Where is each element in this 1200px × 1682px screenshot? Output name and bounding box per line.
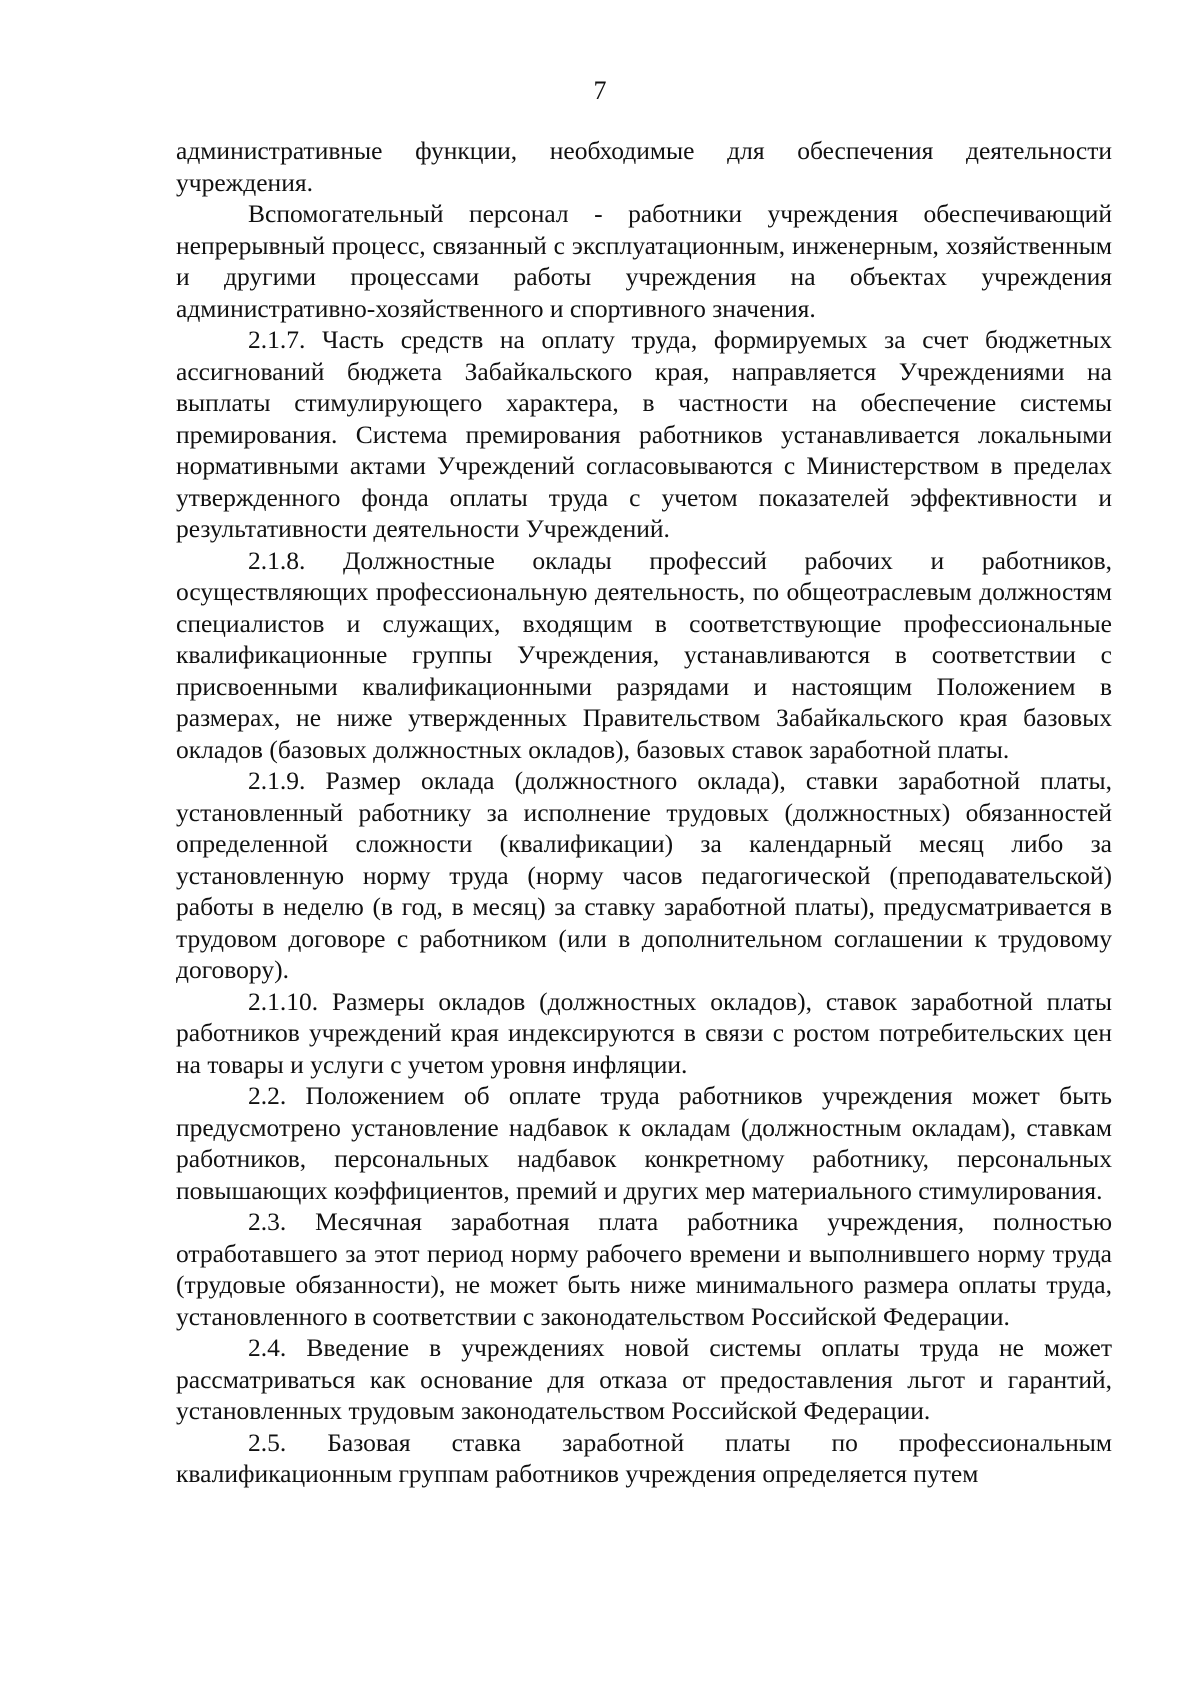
- paragraph-2-1-7: 2.1.7. Часть средств на оплату труда, формируемых за счет бюджетных ассигнований бюджета Забайкальского края, направляется Учреждениями на выплаты стимулирующего характера, в частности на обеспечение системы премирования. Система премирования работников устанавливается локальными нормативными актами Учреждений согласовываются с Министерством в пределах утвержденного фонда оплаты труда с учетом показателей эффективности и результативности деятельности Учреждений.: [176, 325, 1112, 543]
- paragraph-2-3: 2.3. Месячная заработная плата работника учреждения, полностью отработавшего за этот период норму рабочего времени и выполнившего норму труда (трудовые обязанности), не может быть ниже минимального размера оплаты труда, установленного в соответствии с законодательством Российской Федерации.: [176, 1207, 1112, 1331]
- paragraph-continuation: административные функции, необходимые для обеспечения деятельности учреждения.: [176, 136, 1112, 197]
- paragraph-2-4: 2.4. Введение в учреждениях новой системы оплаты труда не может рассматриваться как основание для отказа от предоставления льгот и гарантий, установленных трудовым законодательством Российской Федерации.: [176, 1333, 1112, 1425]
- paragraph-auxiliary-staff: Вспомогательный персонал - работники учреждения обеспечивающий непрерывный процесс, связанный с эксплуатационным, инженерным, хозяйственным и другими процессами работы учреждения на объектах учреждения административно-хозяйственного и спортивного значения.: [176, 199, 1112, 323]
- paragraph-2-1-8: 2.1.8. Должностные оклады профессий рабочих и работников, осуществляющих профессиональную деятельность, по общеотраслевым должностям специалистов и служащих, входящим в соответствующие профессиональные квалификационные группы Учреждения, устанавливаются в соответствии с присвоенными квалификационными разрядами и настоящим Положением в размерах, не ниже утвержденных Правительством Забайкальского края базовых окладов (базовых должностных окладов), базовых ставок заработной платы.: [176, 545, 1112, 764]
- paragraph-2-1-10: 2.1.10. Размеры окладов (должностных окладов), ставок заработной платы работников учреждений края индексируются в связи с ростом потребительских цен на товары и услуги с учетом уровня инфляции.: [176, 986, 1112, 1079]
- paragraph-2-5: 2.5. Базовая ставка заработной платы по профессиональным квалификационным группам работников учреждения определяется путем: [176, 1427, 1112, 1488]
- paragraph-2-1-9: 2.1.9. Размер оклада (должностного оклада), ставки заработной платы, установленный работнику за исполнение трудовых (должностных) обязанностей определенной сложности (квалификации) за календарный месяц либо за установленную норму труда (норму часов педагогической (преподавательской) работы в неделю (в год, в месяц) за ставку заработной платы), предусматривается в трудовом договоре с работником (или в дополнительном соглашении к трудовому договору).: [176, 766, 1112, 984]
- page-number: 7: [593, 76, 607, 105]
- document-body: [176, 135, 1112, 1490]
- paragraph-2-2: 2.2. Положением об оплате труда работников учреждения может быть предусмотрено установление надбавок к окладам (должностным окладам), ставкам работников, персональных надбавок конкретному работнику, персональных повышающих коэффициентов, премий и других мер материального стимулирования.: [176, 1081, 1112, 1205]
